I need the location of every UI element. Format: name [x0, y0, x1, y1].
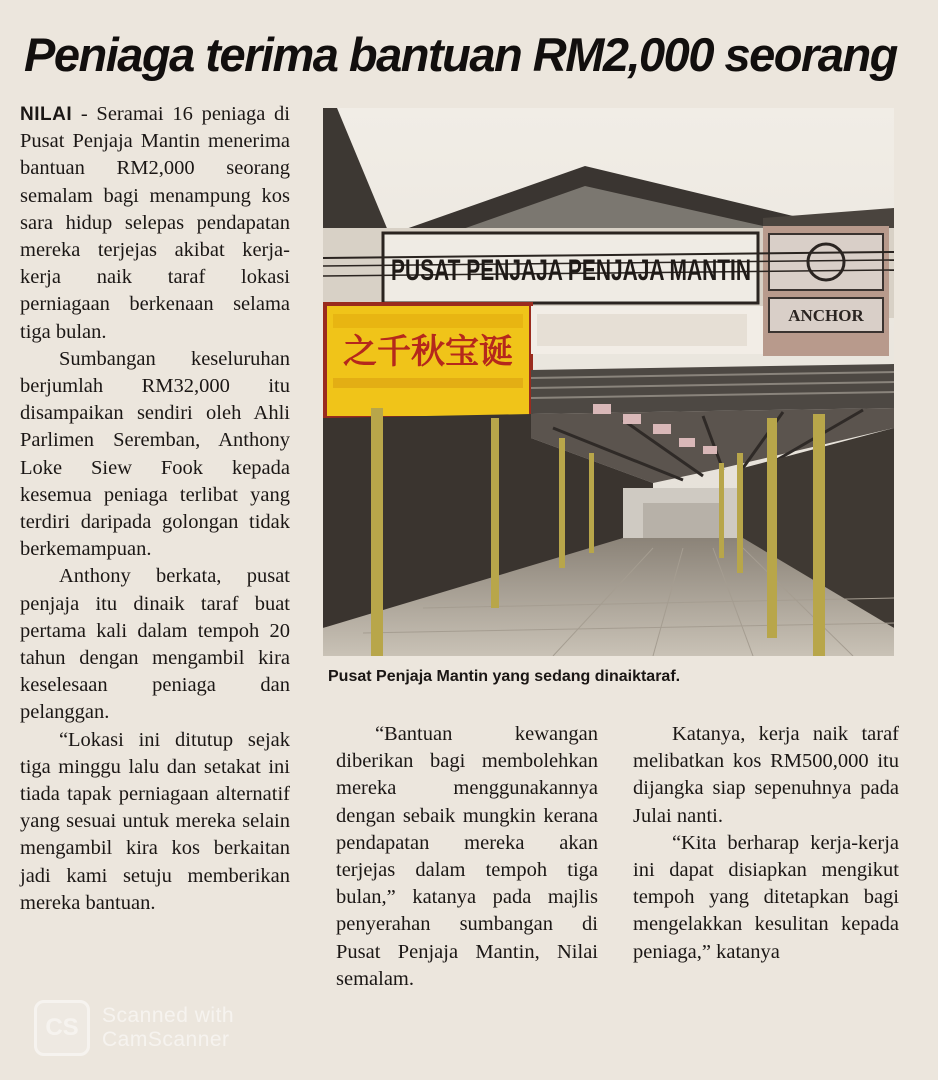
photo-anchor-text: ANCHOR	[788, 306, 864, 325]
paragraph-1-text: - Seramai 16 peniaga di Pusat Penjaja Mantin menerima bantuan RM2,000 seorang semalam bagi menampung kos sara hidup selepas pendapatan mereka terjejas akibat kerja-kerja naik taraf lokasi perniagaan berkenaan selama tiga bulan.	[20, 103, 290, 343]
photo-signboard-text: PUSAT PENJAJA PENJAJA MANTIN	[391, 254, 751, 287]
watermark-line-2: CamScanner	[102, 1028, 230, 1051]
article-column-3	[633, 721, 899, 966]
paragraph-6: Katanya, kerja naik taraf melibatkan kos RM500,000 itu dijangka siap sepenuhnya pada Julai nanti.	[633, 723, 899, 827]
paragraph-7: “Kita berharap kerja-kerja ini dapat disiapkan mengikut tempoh yang ditetapkan bagi mengelakkan kesulitan kepada peniaga,” katanya	[633, 831, 899, 963]
paragraph-5: “Bantuan kewangan diberikan bagi membolehkan mereka menggunakannya dengan sebaik mungkin kerana pendapatan mereka akan terjejas dalam tempoh tiga bulan,” katanya pada majlis penyerahan sumbangan di Pusat Penjaja Mantin, Nilai semalam.	[336, 723, 598, 990]
paragraph-1	[20, 101, 290, 346]
news-photo	[323, 108, 894, 656]
paragraph-4: “Lokasi ini ditutup sejak tiga minggu lalu dan setakat ini tiada tapak perniagaan alternatif yang sesuai untuk mereka selain mengambil kira kos berkaitan jadi kami setuju memberikan mereka bantuan.	[20, 728, 290, 914]
dateline: NILAI	[20, 104, 73, 125]
photo-caption: Pusat Penjaja Mantin yang sedang dinaiktaraf.	[328, 668, 681, 685]
watermark-text	[102, 1004, 234, 1052]
headline: Peniaga terima bantuan RM2,000 seorang	[24, 28, 897, 81]
photo-chinese-banner: 之千秋宝诞	[343, 332, 513, 372]
article-column-2	[336, 721, 598, 993]
paragraph-3: Anthony berkata, pusat penjaja itu dinaik taraf buat pertama kali dalam tempoh 20 tahun dengan mengambil kira keselesaan peniaga dan pelanggan.	[20, 565, 290, 724]
watermark-line-1: Scanned with	[102, 1004, 235, 1027]
article-column-1	[20, 101, 290, 917]
camscanner-logo-icon: CS	[34, 1000, 90, 1056]
paragraph-2: Sumbangan keseluruhan berjumlah RM32,000 itu disampaikan sendiri oleh Ahli Parlimen Seremban, Anthony Loke Siew Fook kepada kesemua peniaga terlibat yang terdiri daripada golongan tidak berkemampuan.	[20, 347, 290, 561]
camscanner-watermark	[34, 1000, 234, 1056]
